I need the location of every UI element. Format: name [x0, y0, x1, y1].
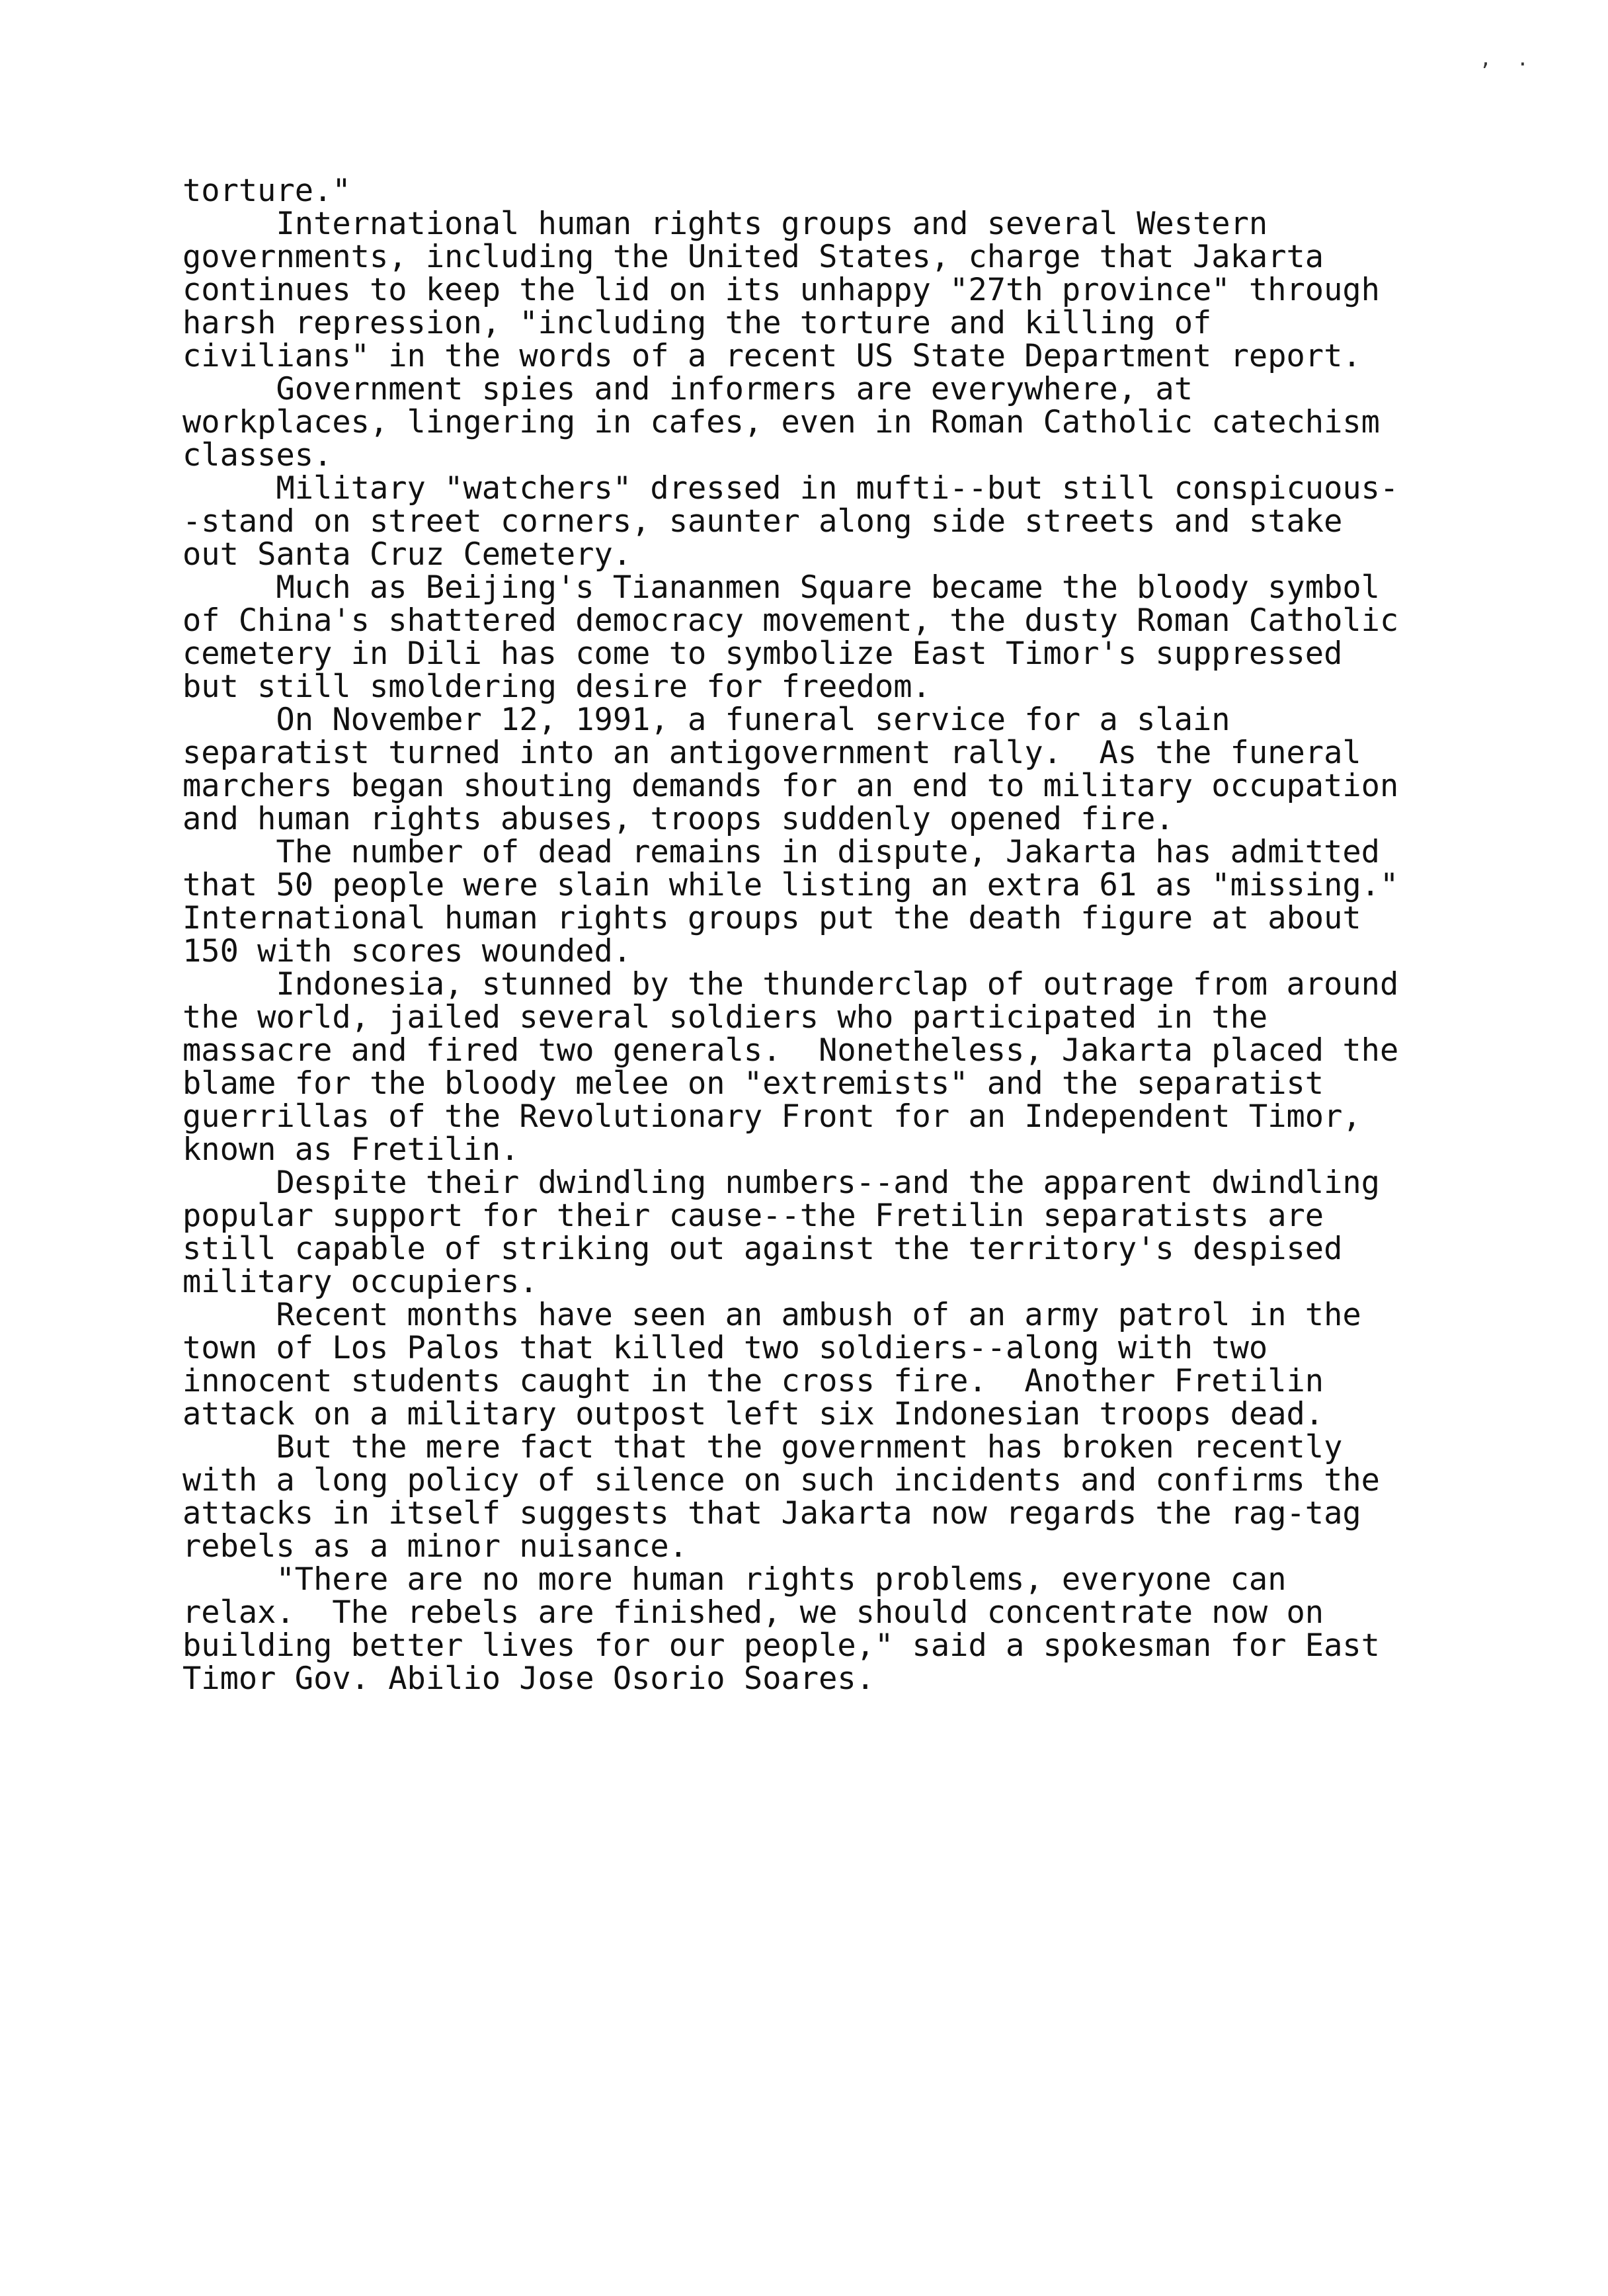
text-line: classes. — [182, 437, 333, 473]
text-line: International human rights groups and several Western — [182, 206, 1268, 242]
text-line: Recent months have seen an ambush of an army patrol in the — [182, 1297, 1361, 1333]
text-line: International human rights groups put the death figure at about — [182, 900, 1361, 936]
text-line: of China's shattered democracy movement, the dusty Roman Catholic — [182, 602, 1399, 639]
text-line: that 50 people were slain while listing an extra 61 as "missing." — [182, 867, 1399, 903]
page-corner-marks: , . — [1479, 48, 1535, 71]
text-line: military occupiers. — [182, 1264, 538, 1300]
text-line: Timor Gov. Abilio Jose Osorio Soares. — [182, 1660, 875, 1697]
article-body — [182, 175, 1511, 1696]
text-line: rebels as a minor nuisance. — [182, 1528, 688, 1565]
text-line: workplaces, lingering in cafes, even in Roman Catholic catechism — [182, 404, 1380, 440]
text-line: Despite their dwindling numbers--and the apparent dwindling — [182, 1165, 1380, 1201]
text-line: and human rights abuses, troops suddenly opened fire. — [182, 801, 1174, 837]
text-line: Indonesia, stunned by the thunderclap of outrage from around — [182, 966, 1399, 1003]
text-line: But the mere fact that the government has broken recently — [182, 1429, 1343, 1465]
text-line: civilians" in the words of a recent US State Department report. — [182, 338, 1361, 374]
text-line: cemetery in Dili has come to symbolize East Timor's suppressed — [182, 636, 1343, 672]
text-line: separatist turned into an antigovernment rally. As the funeral — [182, 735, 1361, 771]
text-line: attacks in itself suggests that Jakarta now regards the rag-tag — [182, 1495, 1361, 1532]
text-line: known as Fretilin. — [182, 1131, 520, 1168]
text-line: out Santa Cruz Cemetery. — [182, 536, 632, 573]
text-line: still capable of striking out against the territory's despised — [182, 1231, 1343, 1267]
text-line: The number of dead remains in dispute, Jakarta has admitted — [182, 834, 1380, 870]
text-line: massacre and fired two generals. Nonetheless, Jakarta placed the — [182, 1032, 1399, 1069]
text-line: blame for the bloody melee on "extremists" and the separatist — [182, 1065, 1324, 1102]
text-line: continues to keep the lid on its unhappy "27th province" through — [182, 272, 1380, 308]
text-line: relax. The rebels are finished, we should concentrate now on — [182, 1594, 1324, 1631]
text-line: town of Los Palos that killed two soldiers--along with two — [182, 1330, 1268, 1366]
text-line: popular support for their cause--the Fretilin separatists are — [182, 1198, 1324, 1234]
text-line: the world, jailed several soldiers who participated in the — [182, 999, 1268, 1036]
text-line: Government spies and informers are everywhere, at — [182, 371, 1193, 407]
text-line: Military "watchers" dressed in mufti--but still conspicuous- — [182, 470, 1399, 507]
text-line: On November 12, 1991, a funeral service for a slain — [182, 702, 1230, 738]
text-line: marchers began shouting demands for an end to military occupation — [182, 768, 1399, 804]
text-line: innocent students caught in the cross fire. Another Fretilin — [182, 1363, 1324, 1399]
text-line: attack on a military outpost left six Indonesian troops dead. — [182, 1396, 1324, 1432]
text-line: building better lives for our people," said a spokesman for East — [182, 1627, 1380, 1664]
text-line: governments, including the United States, charge that Jakarta — [182, 239, 1324, 275]
text-line: harsh repression, "including the torture and killing of — [182, 305, 1212, 341]
text-line: 150 with scores wounded. — [182, 933, 632, 969]
text-line: "There are no more human rights problems, everyone can — [182, 1561, 1287, 1598]
text-line: -stand on street corners, saunter along side streets and stake — [182, 503, 1343, 540]
text-line: with a long policy of silence on such incidents and confirms the — [182, 1462, 1380, 1498]
text-line: torture." — [182, 173, 351, 209]
text-line: guerrillas of the Revolutionary Front for an Independent Timor, — [182, 1098, 1361, 1135]
text-line: but still smoldering desire for freedom. — [182, 669, 931, 705]
text-line: Much as Beijing's Tiananmen Square became the bloody symbol — [182, 569, 1380, 606]
